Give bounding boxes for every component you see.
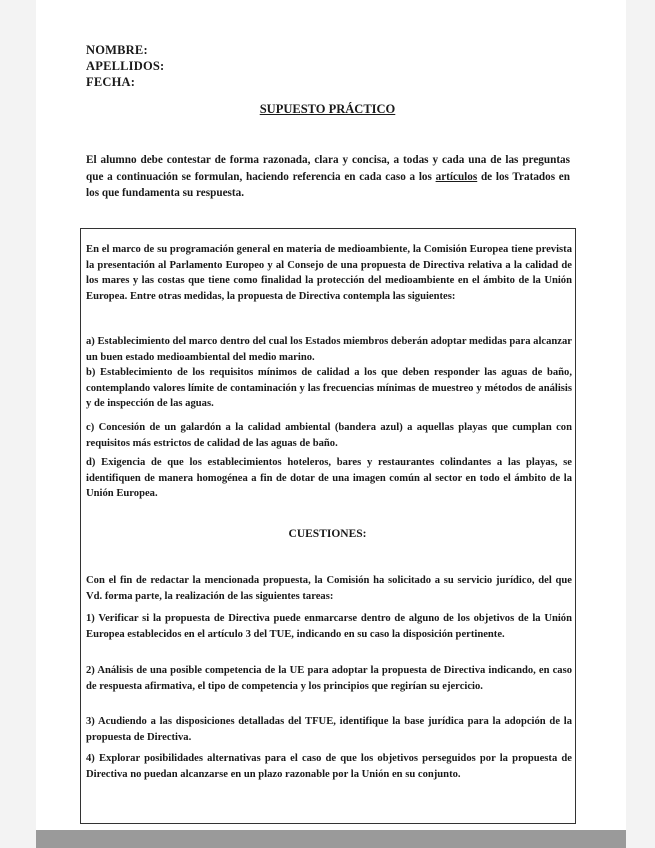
measure-c: c) Concesión de un galardón a la calidad ambiental (bandera azul) a aquellas playas que cumplan con requisitos más estrictos de calidad de las aguas de baño.: [86, 422, 572, 449]
fecha-label: FECHA:: [86, 75, 136, 89]
question-1: 1) Verificar si la propuesta de Directiva puede enmarcarse dentro de alguno de los objetivos de la Unión Europea establecidos en el artículo 3 del TUE, indicando en su caso la disposición pertinente.: [86, 613, 572, 640]
cuestiones-lead: Con el fin de redactar la mencionada propuesta, la Comisión ha solicitado a su servicio jurídico, del que Vd. forma parte, la realización de las siguientes tareas:: [86, 575, 572, 602]
case-lead: En el marco de su programación general en materia de medioambiente, la Comisión Europea tiene prevista la presentación al Parlamento Europeo y al Consejo de una propuesta de Directiva relativa a la calidad de los mares y las costas que tiene como finalidad la protección del medioambiente en el ámbito de la Unión Europea. Entre otras medidas, la propuesta de Directiva contempla las siguientes:: [86, 244, 572, 302]
question-4: 4) Explorar posibilidades alternativas para el caso de que los objetivos perseguidos por la propuesta de Directiva no puedan alcanzarse en un plazo razonable por la Unión en su conjunto.: [86, 753, 572, 780]
cuestiones-heading: CUESTIONES:: [288, 528, 367, 540]
measure-b: b) Establecimiento de los requisitos mínimos de calidad a los que deben responder las aguas de baño, contemplando valores límite de contaminación y las frecuencias mínimas de muestreo y métodos de análisis y de inspección de las aguas.: [86, 367, 572, 410]
bottom-scrollbar[interactable]: [36, 830, 626, 848]
nombre-label: NOMBRE:: [86, 43, 148, 57]
question-2: 2) Análisis de una posible competencia de la UE para adoptar la propuesta de Directiva indicando, en caso de respuesta afirmativa, el tipo de competencia y los principios que regirían su ejercicio.: [86, 665, 572, 692]
apellidos-label: APELLIDOS:: [86, 59, 165, 73]
instructions-text-2: de los Tratados en los que fundamenta su respuesta.: [86, 170, 570, 199]
instructions: [86, 152, 570, 202]
instructions-text-1: El alumno debe contestar de forma razonada, clara y concisa, a todas y cada una de las preguntas que a continuación se formulan, haciendo referencia en cada caso a los: [86, 154, 570, 183]
instructions-underlined: artículos: [435, 170, 478, 183]
question-3: 3) Acudiendo a las disposiciones detalladas del TFUE, identifique la base jurídica para la adopción de la propuesta de Directiva.: [86, 716, 572, 743]
page-title: SUPUESTO PRÁCTICO: [259, 102, 396, 116]
student-header: [86, 42, 164, 90]
measure-a: a) Establecimiento del marco dentro del cual los Estados miembros deberán adoptar medidas para alcanzar un buen estado medioambiental del medio marino.: [86, 336, 572, 363]
measure-d: d) Exigencia de que los establecimientos hoteleros, bares y restaurantes colindantes a las playas, se identifiquen de manera homogénea a fin de dotar de una imagen común al sector en todo el ámbito de la Unión Europea.: [86, 457, 572, 500]
